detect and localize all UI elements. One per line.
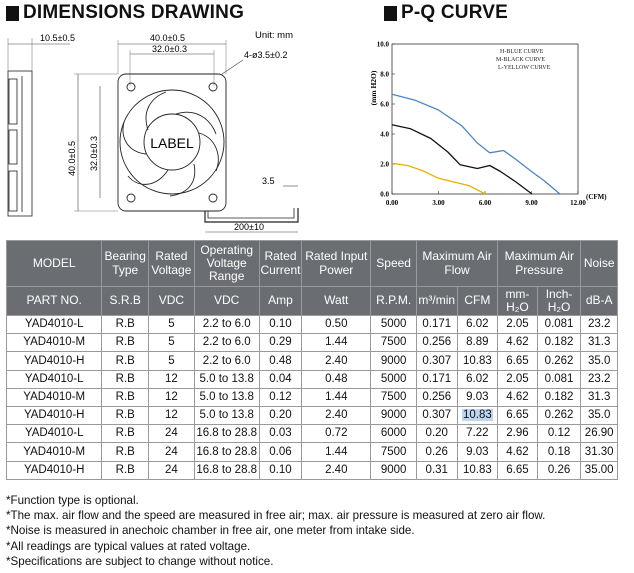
table-cell: 0.18	[537, 443, 581, 461]
table-cell: R.B	[102, 352, 149, 370]
table-cell: 0.48	[302, 370, 371, 388]
table-cell: 2.05	[498, 316, 538, 334]
header-rated-current: Rated Current	[259, 241, 302, 287]
note: *All readings are typical values at rated voltage.	[6, 539, 251, 553]
pq-x-tick-label: 12.00	[570, 199, 586, 207]
table-cell: 16.8 to 28.8	[194, 461, 259, 479]
table-cell: 0.182	[537, 334, 581, 352]
notes	[6, 493, 545, 569]
subheader-cell: Inch-H₂O	[537, 287, 581, 316]
subheader-cell: VDC	[149, 287, 195, 316]
table-cell: 4.62	[498, 334, 538, 352]
note: *Noise is measured in anechoic chamber in free air, one meter from intake side.	[6, 524, 415, 538]
table-cell: 5	[149, 352, 195, 370]
table-cell: 26.90	[581, 425, 618, 443]
table-cell: 10.83	[457, 461, 498, 479]
pq-x-tick-label: 3.00	[432, 199, 445, 207]
header-input-power: Rated Input Power	[302, 241, 371, 287]
pq-y-tick-label: 6.0	[380, 100, 389, 109]
header-operating-voltage: Operating Voltage Range	[194, 241, 259, 287]
pq-y-tick-label: 8.0	[380, 70, 389, 79]
header-model: MODEL	[7, 241, 102, 287]
table-cell: 35.00	[581, 461, 618, 479]
header-air-flow: Maximum Air Flow	[416, 241, 497, 287]
table-cell: 24	[149, 461, 195, 479]
header-air-pressure: Maximum Air Pressure	[498, 241, 581, 287]
table-cell: YAD4010-M	[7, 443, 102, 461]
table-cell: 5.0 to 13.8	[194, 370, 259, 388]
subheader-cell: mm-H₂O	[498, 287, 538, 316]
table-cell: 2.2 to 6.0	[194, 316, 259, 334]
table-cell: 0.256	[416, 388, 457, 406]
pq-ylabel: (mm H2O)	[369, 70, 378, 106]
table-cell: 24	[149, 425, 195, 443]
dimensions-drawing	[0, 26, 320, 236]
table-cell: 24	[149, 443, 195, 461]
table-row	[7, 406, 618, 424]
table-cell: 0.081	[537, 370, 581, 388]
table-cell: 1.44	[302, 388, 371, 406]
table-cell: 9000	[371, 406, 417, 424]
table-cell: 7500	[371, 334, 417, 352]
table-cell: 9000	[371, 461, 417, 479]
table-cell: R.B	[102, 334, 149, 352]
table-cell: 8.89	[457, 334, 498, 352]
header-bearing: Bearing Type	[102, 241, 149, 287]
table-cell: 0.04	[259, 370, 302, 388]
table-cell: YAD4010-M	[7, 334, 102, 352]
pq-legend-blue: H-BLUE CURVE	[500, 49, 544, 55]
table-cell: 12	[149, 406, 195, 424]
table-cell: 4.62	[498, 388, 538, 406]
subheader-cell: PART NO.	[7, 287, 102, 316]
pq-legend-yellow: L-YELLOW CURVE	[498, 65, 551, 71]
table-cell: 0.50	[302, 316, 371, 334]
pq-curve-title: P-Q CURVE	[384, 2, 508, 24]
table-cell: 6.65	[498, 461, 538, 479]
table-cell: 5.0 to 13.8	[194, 388, 259, 406]
subheader-cell: S.R.B	[102, 287, 149, 316]
table-cell: R.B	[102, 388, 149, 406]
note: *Function type is optional.	[6, 494, 139, 507]
table-cell: 6.02	[457, 316, 498, 334]
dim-height-label: 40.0±0.5	[67, 141, 77, 176]
table-cell: 9.03	[457, 443, 498, 461]
table-cell: 7500	[371, 388, 417, 406]
dimensions-title: DIMENSIONS DRAWING	[6, 2, 244, 24]
table-cell: 0.12	[259, 388, 302, 406]
table-cell: 0.29	[259, 334, 302, 352]
table-cell: 5	[149, 316, 195, 334]
table-cell: 16.8 to 28.8	[194, 443, 259, 461]
table-cell: 5	[149, 334, 195, 352]
pq-curve-chart	[360, 26, 634, 231]
pq-series-line	[392, 94, 560, 194]
subheader-cell: Amp	[259, 287, 302, 316]
note: *The max. air flow and the speed are measured in free air; max. air pressure is measured at zero air flow.	[6, 509, 546, 523]
table-cell: 2.2 to 6.0	[194, 334, 259, 352]
pq-x-tick-label: 6.00	[478, 199, 492, 207]
table-cell: 6.65	[498, 406, 538, 424]
dim-width-label: 40.0±0.5	[150, 33, 185, 43]
table-cell: 35.0	[581, 406, 618, 424]
subheader-cell: Watt	[302, 287, 371, 316]
fan-label: LABEL	[150, 135, 194, 151]
table-cell: 5.0 to 13.8	[194, 406, 259, 424]
table-cell: R.B	[102, 316, 149, 334]
table-cell: 0.10	[259, 461, 302, 479]
table-cell: 2.96	[498, 425, 538, 443]
pq-x-tick-label: 9.00	[525, 199, 538, 207]
pq-y-tick-label: 0.0	[380, 190, 389, 199]
table-cell: 7500	[371, 443, 417, 461]
table-cell: 31.3	[581, 334, 618, 352]
table-cell: 23.2	[581, 316, 618, 334]
table-cell: 12	[149, 370, 195, 388]
table-cell: 16.8 to 28.8	[194, 425, 259, 443]
table-cell: 0.081	[537, 316, 581, 334]
table-cell: 0.171	[416, 316, 457, 334]
table-row	[7, 425, 618, 443]
dim-depth-label: 10.5±0.5	[40, 33, 75, 43]
header-rated-voltage: Rated Voltage	[149, 241, 195, 287]
table-cell: 12	[149, 388, 195, 406]
table-cell: YAD4010-H	[7, 406, 102, 424]
table-row	[7, 443, 618, 461]
table-row	[7, 352, 618, 370]
table-row	[7, 334, 618, 352]
dim-hole-spacing-label: 32.0±0.3	[152, 44, 187, 54]
table-cell: R.B	[102, 406, 149, 424]
table-cell: 0.182	[537, 388, 581, 406]
highlighted-value: 10.83	[462, 409, 492, 422]
table-cell: YAD4010-L	[7, 425, 102, 443]
pq-y-tick-label: 10.0	[376, 40, 389, 49]
dim-holes-label: 4-ø3.5±0.2	[244, 50, 288, 60]
table-cell: 0.20	[416, 425, 457, 443]
pq-y-tick-label: 4.0	[380, 130, 389, 139]
table-cell: 2.40	[302, 406, 371, 424]
table-body	[7, 316, 618, 480]
table-cell: 0.307	[416, 406, 457, 424]
table-cell: YAD4010-H	[7, 352, 102, 370]
table-cell: 0.06	[259, 443, 302, 461]
table-cell: YAD4010-L	[7, 316, 102, 334]
pq-x-tick-label: 0.00	[385, 199, 399, 207]
pq-series-line	[392, 163, 485, 194]
pq-legend-black: M-BLACK CURVE	[496, 57, 546, 63]
table-cell: YAD4010-M	[7, 388, 102, 406]
table-row	[7, 370, 618, 388]
table-cell: R.B	[102, 425, 149, 443]
table-cell: 2.05	[498, 370, 538, 388]
table-cell: 0.256	[416, 334, 457, 352]
table-row	[7, 388, 618, 406]
pq-y-tick-label: 2.0	[380, 160, 389, 169]
table-cell: 31.3	[581, 388, 618, 406]
subheader-cell: VDC	[194, 287, 259, 316]
table-cell: 0.03	[259, 425, 302, 443]
subheader-cell: CFM	[457, 287, 498, 316]
note: *Specifications are subject to change without notice.	[6, 554, 274, 568]
table-cell: 4.62	[498, 443, 538, 461]
table-cell: 7.22	[457, 425, 498, 443]
dim-wire-offset-label: 3.5	[262, 176, 275, 186]
table-cell: 0.26	[537, 461, 581, 479]
table-cell: 0.48	[259, 352, 302, 370]
table-cell: 5000	[371, 316, 417, 334]
dim-hole-spacing-v-label: 32.0±0.3	[89, 136, 99, 171]
table-row	[7, 461, 618, 479]
square-bullet-icon	[384, 6, 397, 21]
table-cell: 6000	[371, 425, 417, 443]
table-cell: 6.02	[457, 370, 498, 388]
table-cell: R.B	[102, 370, 149, 388]
table-cell: 2.40	[302, 352, 371, 370]
table-cell	[457, 406, 498, 424]
table-cell: 9000	[371, 352, 417, 370]
table-cell: 0.20	[259, 406, 302, 424]
side-view	[8, 71, 32, 216]
table-cell: 9.03	[457, 388, 498, 406]
dim-wire-length-label: 200±10	[234, 222, 264, 232]
table-cell: 1.44	[302, 334, 371, 352]
unit-label: Unit: mm	[255, 30, 293, 41]
table-cell: 0.307	[416, 352, 457, 370]
pq-xlabel: (CFM)	[586, 193, 607, 201]
table-cell: 0.262	[537, 352, 581, 370]
table-cell: 5000	[371, 370, 417, 388]
table-cell: 0.31	[416, 461, 457, 479]
subheader-cell: m³/min	[416, 287, 457, 316]
header-noise: Noise	[581, 241, 618, 287]
table-cell: 10.83	[457, 352, 498, 370]
spec-table	[6, 240, 618, 480]
table-cell: 1.44	[302, 443, 371, 461]
table-cell: 2.2 to 6.0	[194, 352, 259, 370]
subheader-row	[7, 287, 618, 316]
table-cell: 0.10	[259, 316, 302, 334]
table-cell: R.B	[102, 461, 149, 479]
table-cell: 23.2	[581, 370, 618, 388]
table-cell: 0.26	[416, 443, 457, 461]
subheader-cell: dB-A	[581, 287, 618, 316]
table-cell: 2.40	[302, 461, 371, 479]
table-cell: R.B	[102, 443, 149, 461]
table-cell: 31.30	[581, 443, 618, 461]
header-speed: Speed	[371, 241, 417, 287]
square-bullet-icon	[6, 6, 19, 21]
table-cell: 0.262	[537, 406, 581, 424]
table-cell: 0.72	[302, 425, 371, 443]
table-cell: YAD4010-H	[7, 461, 102, 479]
table-cell: 0.12	[537, 425, 581, 443]
table-cell: 6.65	[498, 352, 538, 370]
table-row	[7, 316, 618, 334]
table-cell: YAD4010-L	[7, 370, 102, 388]
table-cell: 0.171	[416, 370, 457, 388]
table-cell: 35.0	[581, 352, 618, 370]
subheader-cell: R.P.M.	[371, 287, 417, 316]
